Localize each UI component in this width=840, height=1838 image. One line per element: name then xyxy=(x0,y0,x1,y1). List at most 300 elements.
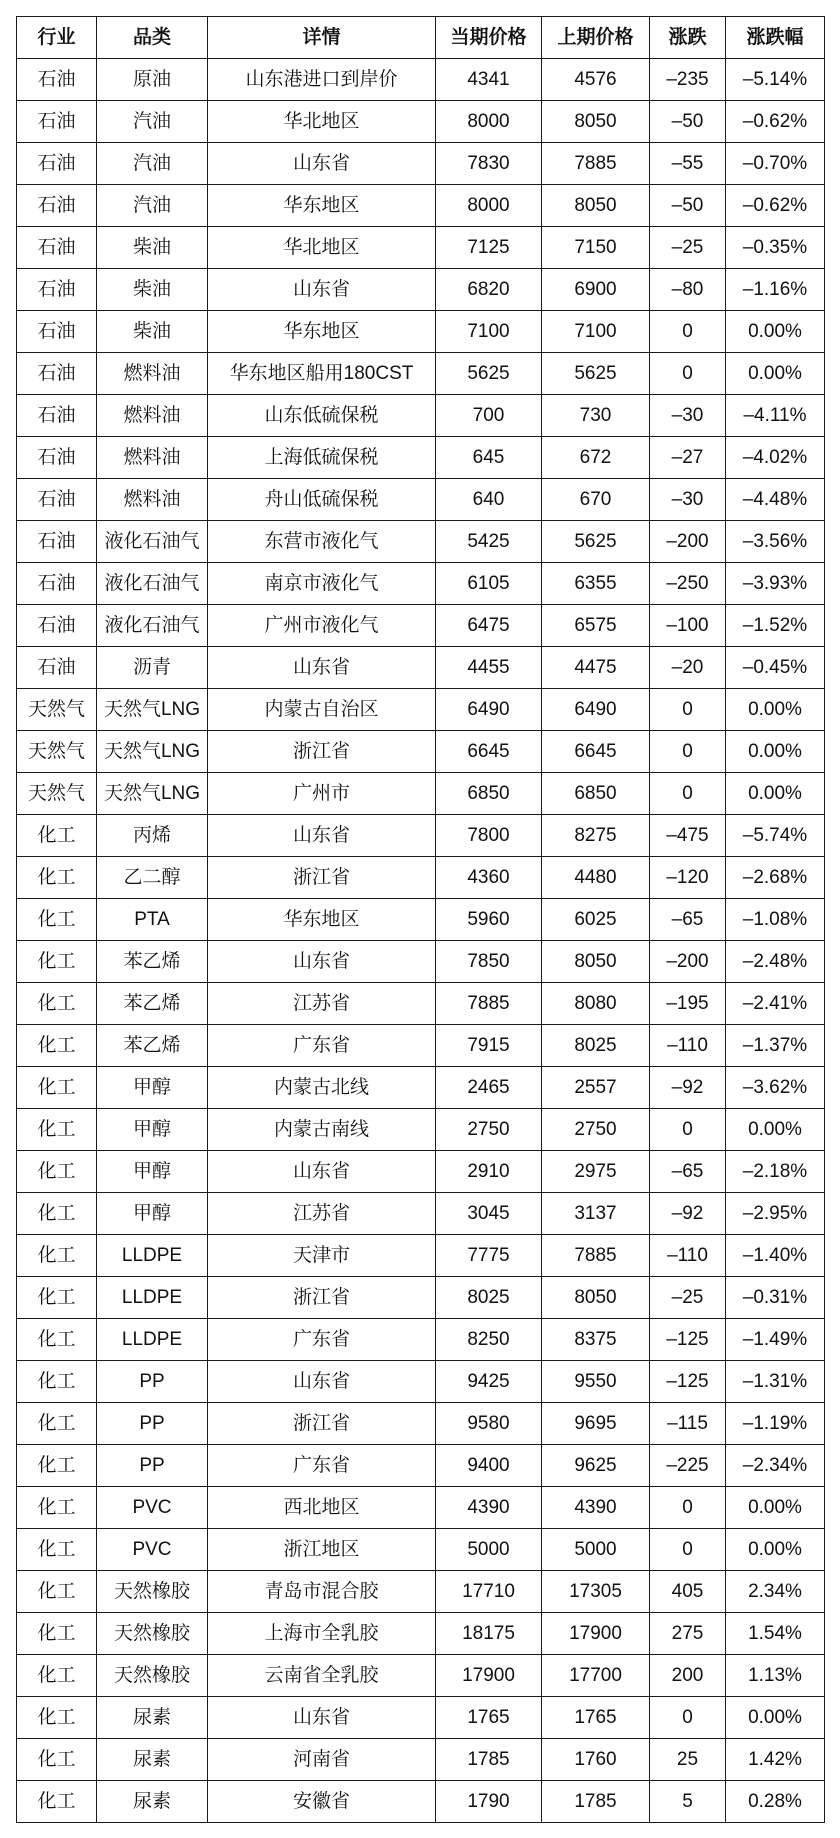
cell-change: –92 xyxy=(650,1067,726,1109)
table-row xyxy=(17,899,825,941)
cell-industry: 化工 xyxy=(17,857,97,899)
cell-change: –55 xyxy=(650,143,726,185)
cell-category: 苯乙烯 xyxy=(97,1025,208,1067)
cell-change-pct: –0.31% xyxy=(726,1277,825,1319)
cell-industry: 石油 xyxy=(17,647,97,689)
cell-previous-price: 6025 xyxy=(542,899,650,941)
cell-detail: 安徽省 xyxy=(208,1781,436,1823)
cell-current-price: 9425 xyxy=(436,1361,542,1403)
cell-category: 甲醇 xyxy=(97,1151,208,1193)
cell-current-price: 5425 xyxy=(436,521,542,563)
table-row xyxy=(17,1571,825,1613)
cell-previous-price: 6575 xyxy=(542,605,650,647)
table-row xyxy=(17,1235,825,1277)
cell-detail: 上海市全乳胶 xyxy=(208,1613,436,1655)
cell-category: 柴油 xyxy=(97,269,208,311)
cell-category: 天然橡胶 xyxy=(97,1571,208,1613)
cell-category: 尿素 xyxy=(97,1781,208,1823)
table-row xyxy=(17,437,825,479)
cell-previous-price: 9625 xyxy=(542,1445,650,1487)
cell-previous-price: 9695 xyxy=(542,1403,650,1445)
cell-detail: 青岛市混合胶 xyxy=(208,1571,436,1613)
cell-category: 燃料油 xyxy=(97,479,208,521)
cell-current-price: 5625 xyxy=(436,353,542,395)
cell-category: PP xyxy=(97,1445,208,1487)
cell-current-price: 8000 xyxy=(436,101,542,143)
cell-previous-price: 1785 xyxy=(542,1781,650,1823)
table-row xyxy=(17,563,825,605)
cell-previous-price: 8050 xyxy=(542,185,650,227)
cell-change-pct: 0.00% xyxy=(726,1109,825,1151)
table-row xyxy=(17,269,825,311)
table-row xyxy=(17,1697,825,1739)
cell-category: 天然橡胶 xyxy=(97,1655,208,1697)
cell-category: 苯乙烯 xyxy=(97,941,208,983)
cell-change-pct: 0.00% xyxy=(726,353,825,395)
table-row xyxy=(17,1403,825,1445)
cell-industry: 石油 xyxy=(17,563,97,605)
cell-current-price: 7800 xyxy=(436,815,542,857)
header-row xyxy=(17,17,825,59)
cell-change: 0 xyxy=(650,689,726,731)
table-row xyxy=(17,983,825,1025)
table-row xyxy=(17,1655,825,1697)
cell-change: –225 xyxy=(650,1445,726,1487)
table-row xyxy=(17,1193,825,1235)
cell-previous-price: 6355 xyxy=(542,563,650,605)
cell-change: 0 xyxy=(650,731,726,773)
cell-industry: 化工 xyxy=(17,1529,97,1571)
cell-current-price: 1785 xyxy=(436,1739,542,1781)
cell-change: 275 xyxy=(650,1613,726,1655)
cell-category: 柴油 xyxy=(97,311,208,353)
cell-detail: 内蒙古自治区 xyxy=(208,689,436,731)
cell-category: 甲醇 xyxy=(97,1109,208,1151)
cell-previous-price: 6490 xyxy=(542,689,650,731)
cell-previous-price: 4576 xyxy=(542,59,650,101)
cell-change-pct: 1.13% xyxy=(726,1655,825,1697)
cell-change-pct: –0.62% xyxy=(726,101,825,143)
cell-change: –195 xyxy=(650,983,726,1025)
cell-detail: 浙江省 xyxy=(208,857,436,899)
cell-category: 天然气LNG xyxy=(97,689,208,731)
cell-change-pct: –3.93% xyxy=(726,563,825,605)
cell-change: –125 xyxy=(650,1319,726,1361)
cell-industry: 化工 xyxy=(17,1445,97,1487)
table-row xyxy=(17,1277,825,1319)
cell-industry: 石油 xyxy=(17,353,97,395)
cell-category: 甲醇 xyxy=(97,1193,208,1235)
cell-previous-price: 5000 xyxy=(542,1529,650,1571)
cell-industry: 石油 xyxy=(17,227,97,269)
cell-category: 天然橡胶 xyxy=(97,1613,208,1655)
cell-current-price: 4390 xyxy=(436,1487,542,1529)
cell-change: 405 xyxy=(650,1571,726,1613)
cell-change: –30 xyxy=(650,395,726,437)
cell-previous-price: 7150 xyxy=(542,227,650,269)
cell-change-pct: –5.14% xyxy=(726,59,825,101)
cell-change: –115 xyxy=(650,1403,726,1445)
cell-detail: 广东省 xyxy=(208,1025,436,1067)
cell-previous-price: 2975 xyxy=(542,1151,650,1193)
cell-current-price: 6105 xyxy=(436,563,542,605)
cell-category: 甲醇 xyxy=(97,1067,208,1109)
cell-previous-price: 8050 xyxy=(542,1277,650,1319)
cell-detail: 广东省 xyxy=(208,1445,436,1487)
cell-industry: 化工 xyxy=(17,815,97,857)
cell-category: PTA xyxy=(97,899,208,941)
cell-category: 柴油 xyxy=(97,227,208,269)
table-row xyxy=(17,1109,825,1151)
cell-category: PVC xyxy=(97,1529,208,1571)
cell-change: –30 xyxy=(650,479,726,521)
cell-industry: 石油 xyxy=(17,143,97,185)
cell-industry: 化工 xyxy=(17,1235,97,1277)
cell-industry: 化工 xyxy=(17,1025,97,1067)
table-row xyxy=(17,1151,825,1193)
cell-industry: 化工 xyxy=(17,1697,97,1739)
cell-change: 25 xyxy=(650,1739,726,1781)
cell-change: –50 xyxy=(650,101,726,143)
cell-detail: 内蒙古南线 xyxy=(208,1109,436,1151)
cell-current-price: 2910 xyxy=(436,1151,542,1193)
cell-category: 汽油 xyxy=(97,143,208,185)
cell-current-price: 1790 xyxy=(436,1781,542,1823)
cell-change: –200 xyxy=(650,941,726,983)
cell-change-pct: 0.00% xyxy=(726,731,825,773)
table-header xyxy=(17,17,825,59)
cell-industry: 天然气 xyxy=(17,731,97,773)
header-previous-price: 上期价格 xyxy=(542,17,650,59)
cell-industry: 化工 xyxy=(17,1781,97,1823)
cell-current-price: 640 xyxy=(436,479,542,521)
cell-category: 液化石油气 xyxy=(97,605,208,647)
table-row xyxy=(17,143,825,185)
cell-previous-price: 8050 xyxy=(542,941,650,983)
cell-category: LLDPE xyxy=(97,1319,208,1361)
cell-category: 燃料油 xyxy=(97,353,208,395)
cell-change: –20 xyxy=(650,647,726,689)
cell-change-pct: –0.70% xyxy=(726,143,825,185)
cell-category: PVC xyxy=(97,1487,208,1529)
cell-change-pct: –5.74% xyxy=(726,815,825,857)
cell-detail: 河南省 xyxy=(208,1739,436,1781)
cell-previous-price: 4390 xyxy=(542,1487,650,1529)
cell-change-pct: 0.28% xyxy=(726,1781,825,1823)
cell-current-price: 7125 xyxy=(436,227,542,269)
cell-industry: 石油 xyxy=(17,521,97,563)
cell-detail: 舟山低硫保税 xyxy=(208,479,436,521)
cell-detail: 山东省 xyxy=(208,1697,436,1739)
cell-change: –65 xyxy=(650,1151,726,1193)
cell-change: 0 xyxy=(650,311,726,353)
cell-detail: 山东低硫保税 xyxy=(208,395,436,437)
table-row xyxy=(17,1529,825,1571)
cell-industry: 石油 xyxy=(17,59,97,101)
cell-change: 0 xyxy=(650,353,726,395)
cell-industry: 化工 xyxy=(17,1739,97,1781)
cell-change-pct: 0.00% xyxy=(726,689,825,731)
cell-change-pct: –2.41% xyxy=(726,983,825,1025)
cell-change: –110 xyxy=(650,1235,726,1277)
cell-current-price: 8250 xyxy=(436,1319,542,1361)
cell-change-pct: –1.40% xyxy=(726,1235,825,1277)
cell-change-pct: –2.95% xyxy=(726,1193,825,1235)
cell-detail: 华东地区船用180CST xyxy=(208,353,436,395)
cell-current-price: 2750 xyxy=(436,1109,542,1151)
cell-industry: 石油 xyxy=(17,311,97,353)
cell-change-pct: 0.00% xyxy=(726,1697,825,1739)
cell-change-pct: –4.48% xyxy=(726,479,825,521)
cell-current-price: 700 xyxy=(436,395,542,437)
cell-industry: 化工 xyxy=(17,1151,97,1193)
cell-current-price: 5960 xyxy=(436,899,542,941)
cell-category: 天然气LNG xyxy=(97,731,208,773)
cell-category: 原油 xyxy=(97,59,208,101)
cell-current-price: 6475 xyxy=(436,605,542,647)
cell-previous-price: 17900 xyxy=(542,1613,650,1655)
cell-detail: 山东省 xyxy=(208,1361,436,1403)
cell-current-price: 9400 xyxy=(436,1445,542,1487)
table-row xyxy=(17,689,825,731)
table-row xyxy=(17,101,825,143)
header-detail: 详情 xyxy=(208,17,436,59)
cell-current-price: 6820 xyxy=(436,269,542,311)
cell-detail: 内蒙古北线 xyxy=(208,1067,436,1109)
cell-industry: 化工 xyxy=(17,983,97,1025)
table-row xyxy=(17,1319,825,1361)
cell-industry: 天然气 xyxy=(17,689,97,731)
cell-category: 沥青 xyxy=(97,647,208,689)
cell-industry: 石油 xyxy=(17,479,97,521)
cell-detail: 天津市 xyxy=(208,1235,436,1277)
cell-change: –25 xyxy=(650,1277,726,1319)
cell-category: 汽油 xyxy=(97,185,208,227)
cell-detail: 山东省 xyxy=(208,941,436,983)
cell-category: PP xyxy=(97,1361,208,1403)
cell-current-price: 8025 xyxy=(436,1277,542,1319)
cell-change: 0 xyxy=(650,1487,726,1529)
cell-industry: 石油 xyxy=(17,605,97,647)
cell-industry: 石油 xyxy=(17,101,97,143)
cell-current-price: 6850 xyxy=(436,773,542,815)
cell-industry: 天然气 xyxy=(17,773,97,815)
cell-change: –475 xyxy=(650,815,726,857)
cell-change-pct: –3.56% xyxy=(726,521,825,563)
cell-current-price: 17900 xyxy=(436,1655,542,1697)
cell-industry: 化工 xyxy=(17,1361,97,1403)
cell-previous-price: 8050 xyxy=(542,101,650,143)
cell-change-pct: –1.31% xyxy=(726,1361,825,1403)
cell-detail: 浙江省 xyxy=(208,731,436,773)
cell-change-pct: 1.54% xyxy=(726,1613,825,1655)
cell-detail: 浙江省 xyxy=(208,1403,436,1445)
cell-change-pct: –4.11% xyxy=(726,395,825,437)
cell-current-price: 7775 xyxy=(436,1235,542,1277)
cell-previous-price: 17305 xyxy=(542,1571,650,1613)
cell-detail: 广东省 xyxy=(208,1319,436,1361)
cell-current-price: 7915 xyxy=(436,1025,542,1067)
header-change-pct: 涨跌幅 xyxy=(726,17,825,59)
cell-detail: 华北地区 xyxy=(208,227,436,269)
table-row xyxy=(17,353,825,395)
cell-current-price: 8000 xyxy=(436,185,542,227)
cell-change-pct: 0.00% xyxy=(726,773,825,815)
cell-change-pct: –4.02% xyxy=(726,437,825,479)
table-row xyxy=(17,857,825,899)
table-row xyxy=(17,731,825,773)
cell-detail: 华东地区 xyxy=(208,185,436,227)
cell-current-price: 17710 xyxy=(436,1571,542,1613)
table-row xyxy=(17,185,825,227)
cell-change: –110 xyxy=(650,1025,726,1067)
cell-detail: 山东省 xyxy=(208,815,436,857)
table-row xyxy=(17,1067,825,1109)
cell-industry: 化工 xyxy=(17,1571,97,1613)
cell-detail: 江苏省 xyxy=(208,983,436,1025)
cell-industry: 化工 xyxy=(17,1319,97,1361)
cell-detail: 山东省 xyxy=(208,1151,436,1193)
cell-industry: 化工 xyxy=(17,1067,97,1109)
cell-detail: 山东省 xyxy=(208,647,436,689)
cell-category: 天然气LNG xyxy=(97,773,208,815)
cell-current-price: 5000 xyxy=(436,1529,542,1571)
cell-industry: 化工 xyxy=(17,1655,97,1697)
table-row xyxy=(17,59,825,101)
cell-detail: 南京市液化气 xyxy=(208,563,436,605)
cell-current-price: 9580 xyxy=(436,1403,542,1445)
cell-previous-price: 8275 xyxy=(542,815,650,857)
cell-detail: 广州市 xyxy=(208,773,436,815)
cell-change-pct: –1.49% xyxy=(726,1319,825,1361)
cell-previous-price: 4475 xyxy=(542,647,650,689)
cell-change: –27 xyxy=(650,437,726,479)
cell-industry: 石油 xyxy=(17,437,97,479)
cell-category: 液化石油气 xyxy=(97,563,208,605)
cell-previous-price: 8375 xyxy=(542,1319,650,1361)
cell-previous-price: 17700 xyxy=(542,1655,650,1697)
cell-previous-price: 6850 xyxy=(542,773,650,815)
cell-detail: 东营市液化气 xyxy=(208,521,436,563)
cell-change-pct: –2.18% xyxy=(726,1151,825,1193)
cell-detail: 山东省 xyxy=(208,143,436,185)
header-current-price: 当期价格 xyxy=(436,17,542,59)
cell-change-pct: 1.42% xyxy=(726,1739,825,1781)
cell-change: 5 xyxy=(650,1781,726,1823)
table-row xyxy=(17,1613,825,1655)
cell-industry: 石油 xyxy=(17,185,97,227)
cell-change: 0 xyxy=(650,1697,726,1739)
cell-change-pct: –0.35% xyxy=(726,227,825,269)
cell-industry: 化工 xyxy=(17,1277,97,1319)
cell-category: 燃料油 xyxy=(97,395,208,437)
cell-current-price: 645 xyxy=(436,437,542,479)
cell-detail: 西北地区 xyxy=(208,1487,436,1529)
table-row xyxy=(17,395,825,437)
cell-change-pct: 0.00% xyxy=(726,1529,825,1571)
cell-change-pct: –2.68% xyxy=(726,857,825,899)
table-row xyxy=(17,227,825,269)
cell-detail: 山东港进口到岸价 xyxy=(208,59,436,101)
cell-previous-price: 5625 xyxy=(542,521,650,563)
cell-previous-price: 1765 xyxy=(542,1697,650,1739)
cell-current-price: 6645 xyxy=(436,731,542,773)
cell-industry: 石油 xyxy=(17,395,97,437)
cell-previous-price: 8080 xyxy=(542,983,650,1025)
cell-current-price: 7100 xyxy=(436,311,542,353)
cell-change: 200 xyxy=(650,1655,726,1697)
cell-category: 尿素 xyxy=(97,1739,208,1781)
cell-current-price: 4360 xyxy=(436,857,542,899)
cell-previous-price: 2750 xyxy=(542,1109,650,1151)
table-row xyxy=(17,605,825,647)
price-table xyxy=(16,16,825,1823)
cell-previous-price: 7100 xyxy=(542,311,650,353)
cell-current-price: 6490 xyxy=(436,689,542,731)
cell-change-pct: –3.62% xyxy=(726,1067,825,1109)
cell-current-price: 3045 xyxy=(436,1193,542,1235)
header-change: 涨跌 xyxy=(650,17,726,59)
table-row xyxy=(17,311,825,353)
table-row xyxy=(17,1025,825,1067)
cell-change-pct: –1.52% xyxy=(726,605,825,647)
cell-detail: 华东地区 xyxy=(208,899,436,941)
header-category: 品类 xyxy=(97,17,208,59)
cell-change: –25 xyxy=(650,227,726,269)
table-row xyxy=(17,1739,825,1781)
cell-change: –50 xyxy=(650,185,726,227)
cell-category: LLDPE xyxy=(97,1235,208,1277)
table-row xyxy=(17,773,825,815)
table-row xyxy=(17,1445,825,1487)
table-row xyxy=(17,479,825,521)
table-row xyxy=(17,941,825,983)
cell-previous-price: 8025 xyxy=(542,1025,650,1067)
cell-previous-price: 730 xyxy=(542,395,650,437)
cell-current-price: 4455 xyxy=(436,647,542,689)
cell-detail: 浙江省 xyxy=(208,1277,436,1319)
cell-change: 0 xyxy=(650,1109,726,1151)
cell-category: 液化石油气 xyxy=(97,521,208,563)
cell-industry: 化工 xyxy=(17,1613,97,1655)
cell-change: 0 xyxy=(650,1529,726,1571)
cell-industry: 化工 xyxy=(17,1193,97,1235)
table-container xyxy=(16,16,824,1823)
cell-category: 燃料油 xyxy=(97,437,208,479)
cell-current-price: 7830 xyxy=(436,143,542,185)
cell-detail: 江苏省 xyxy=(208,1193,436,1235)
cell-change-pct: –0.45% xyxy=(726,647,825,689)
cell-change-pct: 0.00% xyxy=(726,311,825,353)
cell-current-price: 7885 xyxy=(436,983,542,1025)
cell-previous-price: 7885 xyxy=(542,1235,650,1277)
cell-previous-price: 7885 xyxy=(542,143,650,185)
cell-current-price: 18175 xyxy=(436,1613,542,1655)
cell-industry: 化工 xyxy=(17,1109,97,1151)
cell-category: 丙烯 xyxy=(97,815,208,857)
cell-current-price: 1765 xyxy=(436,1697,542,1739)
cell-previous-price: 672 xyxy=(542,437,650,479)
table-body xyxy=(17,59,825,1823)
cell-change: –65 xyxy=(650,899,726,941)
cell-change-pct: –1.08% xyxy=(726,899,825,941)
cell-detail: 上海低硫保税 xyxy=(208,437,436,479)
cell-detail: 华北地区 xyxy=(208,101,436,143)
cell-previous-price: 6645 xyxy=(542,731,650,773)
cell-detail: 华东地区 xyxy=(208,311,436,353)
cell-change-pct: 0.00% xyxy=(726,1487,825,1529)
cell-change: –120 xyxy=(650,857,726,899)
